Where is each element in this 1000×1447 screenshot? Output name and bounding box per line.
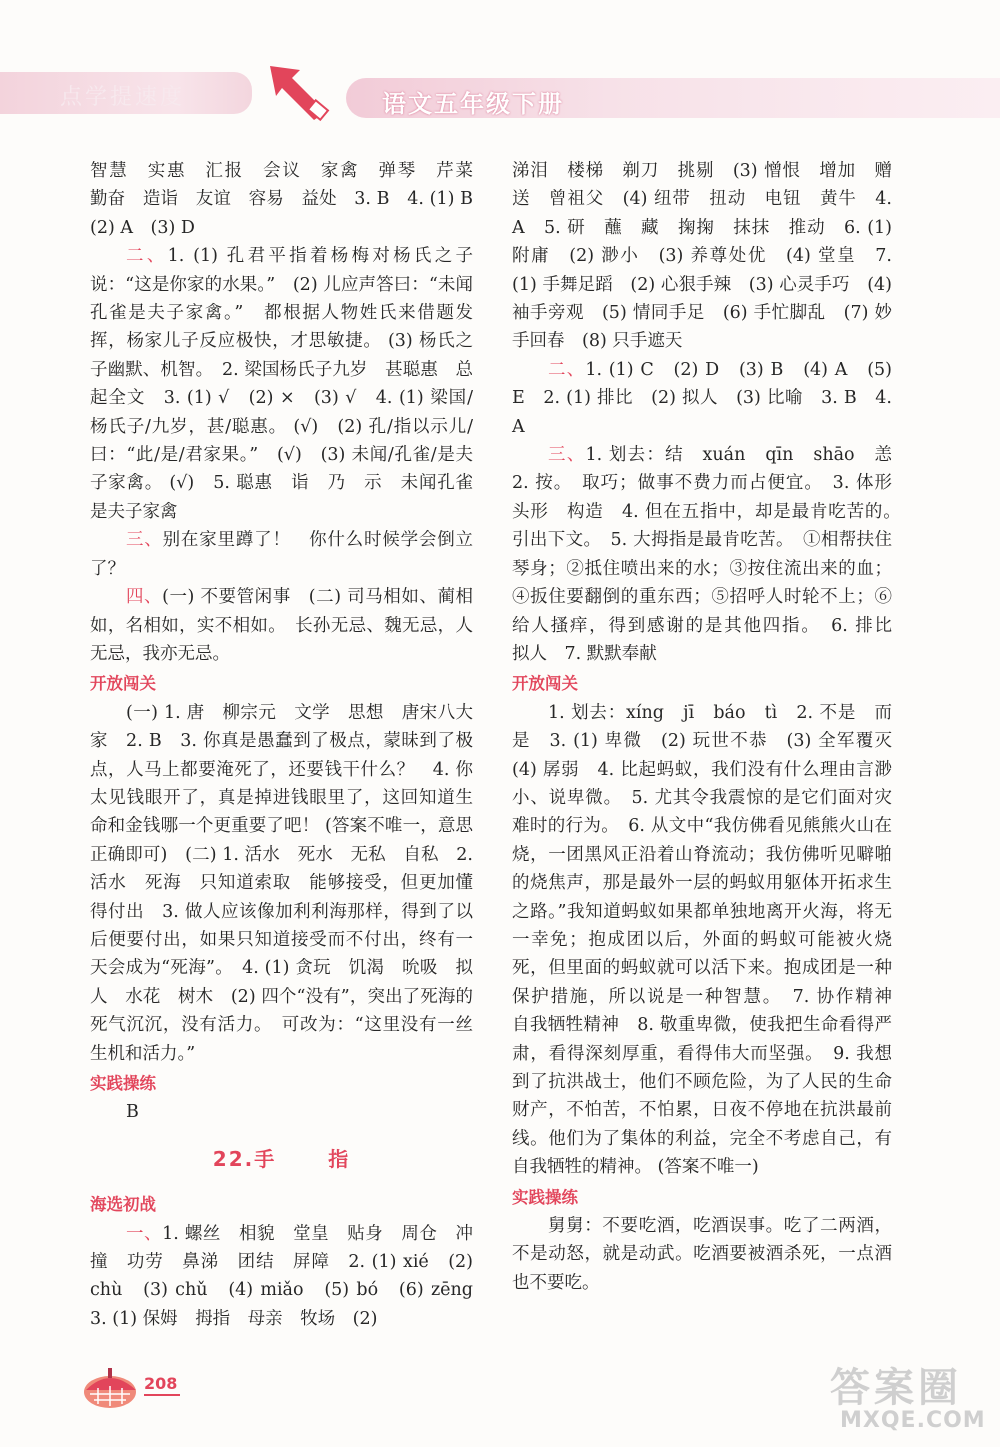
page-number: 208: [144, 1374, 178, 1393]
watermark-url: MXQE.COM: [840, 1408, 986, 1433]
answer-block: [90, 526, 473, 583]
answer-text: 1. 螺丝 相貌 堂皇 贴身 周仓 冲撞 功劳 鼻涕 团结 屏障 2. (1) xié (2) chù (3) chǔ (4) miǎo (5) bó (6) zēng 3. (1) 保姆 拇指 母亲 牧场 (2): [90, 1223, 491, 1329]
lesson-title-char: 手: [254, 1146, 277, 1171]
section-marker: 四、: [126, 587, 163, 608]
answer-block: [90, 1220, 491, 1334]
section-heading: 海选初战: [90, 1195, 156, 1215]
watermark: [818, 1356, 986, 1438]
answer-text: 别在家里蹲了！ 你什么时候学会倒立了？: [90, 530, 474, 579]
section-heading: 实践操练: [90, 1074, 156, 1093]
answer-block: [512, 441, 910, 668]
section-marker: 二、: [548, 359, 586, 380]
lesson-number: 22.: [212, 1146, 255, 1171]
answer-block: [90, 242, 473, 526]
arrow-icon: [266, 60, 336, 124]
answer-block: B: [126, 1102, 139, 1123]
answer-block: 涕泪 楼梯 剃刀 挑剔 (3) 憎恨 增加 赠送 曾祖父 (4) 纽带 扭动 电钮 黄牛 4. A 5. 研 蘸 藏 掬掬 抹抹 推动 6. (1) 附庸 (2) 渺小 (3) 养尊处优 (4) 堂皇 7. (1) 手舞足蹈 (2) 心狠手辣 (3) 心灵手巧 (4) 袖手旁观 (5) 情同手足 (6) 手忙脚乱 (7) 妙手回春 (8) 只手遮天: [512, 161, 892, 352]
section-heading: 实践操练: [512, 1187, 578, 1207]
answer-block: [90, 583, 473, 668]
acorn-icon: [80, 1360, 144, 1412]
lesson-title: [90, 1145, 473, 1173]
answer-block: 1. 划去：xíng jī báo tì 2. 不是 而是 3. (1) 卑微 (2) 玩世不恭 (3) 全军覆灭 (4) 孱弱 4. 比起蚂蚁，我们没有什么理由言渺小、说卑微。 5. 尤其令我震惊的是它们面对灾难时的行为。 6. 从文中“我仿佛看见熊熊火山在烧，一团黑风正沿着山脊流动；我仿佛听见噼啪的烧焦声，那是最外一层的蚂蚁用躯体开拓求生之路。”我知道蚂蚁如果都单独地离开火海，将无一幸免；抱成团以后，外面的蚂蚁可能被火烧死，但里面的蚂蚁就可以活下来。抱成团是一种保护措施，所以说是一种智慧。 7. 协作精神 自我牺牲精神 8. 敬重卑微，使我把生命看得严肃，看得深刻厚重，看得伟大而坚强。 9. 我想到了抗洪战士，他们不顾危险，为了人民的生命财产，不怕苦，不怕累，日夜不停地在抗洪最前线。他们为了集体的利益，完全不考虑自己，有自我牺牲的精神。 (答案不唯一): [512, 702, 910, 1178]
section-marker: 一、: [126, 1223, 163, 1244]
answer-text: 1. 划去：结 xuán qīn shāo 恙 2. 按。 取巧；做事不费力而占便宜。 3. 体形 头形 构造 4. 但在五指中，却是最肯吃苦的。 引出下文。 5. 大拇指是最肯吃苦。 ①相帮扶住琴身；②抵住喷出来的水；③按住流出来的血；④扳住要翻倒的重东西；⑤招呼人时轮不上；⑥给人搔痒，得到感谢的是其他四指。 6. 排比 拟人 7. 默默奉献: [512, 445, 910, 664]
answer-text: 1. (1) C (2) D (3) B (4) A (5) E 2. (1) 排比 (2) 拟人 (3) 比喻 3. B 4. A: [512, 359, 893, 437]
answer-text: (一) 不要管闲事 (二) 司马相如、蔺相如，名相如，实不相如。 长孙无忌、魏无忌，人无忌，我亦无忌。: [90, 587, 473, 664]
section-heading: 开放闯关: [512, 674, 578, 694]
answer-block: [512, 356, 892, 441]
watermark-text: 答案圈: [830, 1365, 962, 1411]
answer-text: 1. (1) 孔君平指着杨梅对杨氏之子说：“这是你家的水果。” (2) 儿应声答曰：“未闻孔雀是夫子家禽。” 都根据人物姓氏来借题发挥，杨家儿子反应极快，才思敏捷。 (3) 杨氏之子幽默、机智。 2. 梁国杨氏子九岁 甚聪惠 总起全文 3. (1) √ (2) × (3) √ 4. (1) 梁国/杨氏子/九岁，甚/聪惠。 (√) (2) 孔/指以示儿/曰：“此/是/君家果。” (√) (3) 未闻/孔雀/是夫子家禽。 (√) 5. 聪惠 诣 乃 示 未闻孔雀是夫子家禽: [90, 246, 473, 522]
answer-block: (一) 1. 唐 柳宗元 文学 思想 唐宋八大家 2. B 3. 你真是愚蠢到了极点，蒙昧到了极点，人马上都要淹死了，还要钱干什么？ 4. 你太见钱眼开了，真是掉进钱眼里了，这回知道生命和金钱哪一个更重要了吧！ (答案不唯一，意思正确即可) (二) 1. 活水 死水 无私 自私 2. 活水 死海 只知道索取 能够接受，但更加懂得付出 3. 做人应该像加利利海那样，得到了以后便要付出，如果只知道接受而不付出，终有一天会成为“死海”。 4. (1) 贪玩 饥渴 吮吸 拟人 水花 树木 (2) 四个“没有”，突出了死海的死气沉沉，没有活力。 可改为：“这里没有一丝生机和活力。”: [90, 702, 473, 1064]
section-marker: 二、: [126, 246, 168, 267]
page-number-underline: [144, 1394, 180, 1396]
answer-block: 智慧 实惠 汇报 会议 家禽 弹琴 芹菜 勤奋 造诣 友谊 容易 益处 3. B 4. (1) B (2) A (3) D: [90, 161, 491, 238]
right-column: [512, 157, 910, 1297]
left-column: [90, 157, 491, 1333]
section-marker: 三、: [548, 445, 586, 466]
page-title: 语文五年级下册: [382, 90, 564, 118]
header-left-text: 点学提速度: [60, 85, 186, 110]
section-marker: 三、: [126, 530, 163, 551]
answer-block: 舅舅：不要吃酒，吃酒误事。吃了二两酒，不是动怒，就是动武。吃酒要被酒杀死，一点酒也不要吃。: [512, 1216, 892, 1293]
section-heading: 开放闯关: [90, 674, 156, 694]
lesson-title-char: 指: [328, 1146, 351, 1171]
